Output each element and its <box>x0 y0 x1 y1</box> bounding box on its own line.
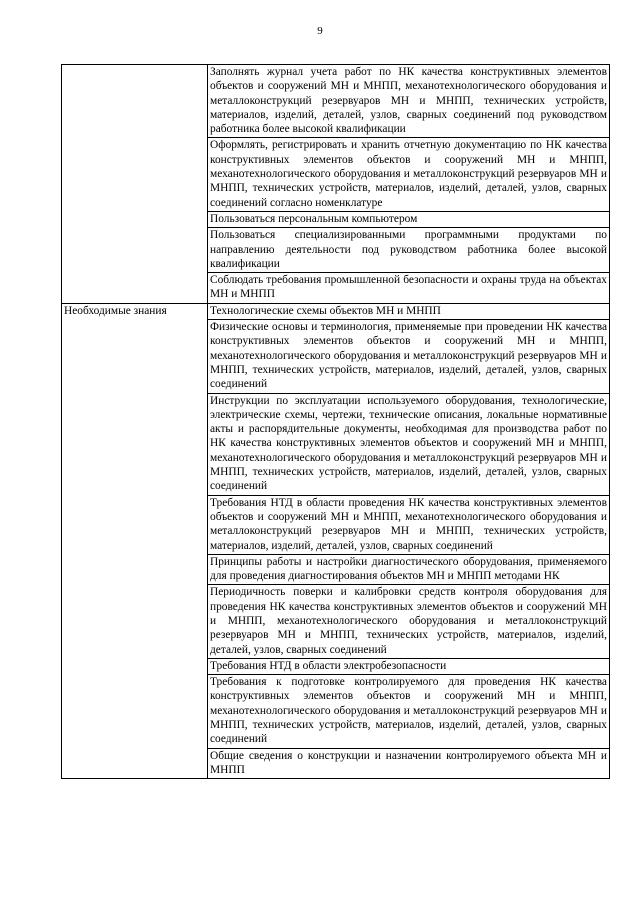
section-label-skills <box>62 65 208 304</box>
table-cell: Оформлять, регистрировать и хранить отчетную документацию по НК качества конструктивных элементов объектов и сооружений МН и МНПП, механотехнологического оборудования и металлоконструкций резервуаров МН и МНПП, технических устройств, материалов, изделий, деталей, узлов, сварных соединений согласно номенклатуре <box>208 138 610 211</box>
table-row <box>62 65 610 138</box>
table-cell: Периодичность поверки и калибровки средств контроля оборудования для проведения НК качества конструктивных элементов объектов и сооружений МН и МНПП, механотехнологического оборудования и металлоконструкций резервуаров МН и МНПП, технических устройств, материалов, изделий, деталей, узлов, сварных соединений <box>208 585 610 658</box>
table-cell: Пользоваться персональным компьютером <box>208 211 610 227</box>
table-cell: Физические основы и терминология, применяемые при проведении НК качества конструктивных элементов объектов и сооружений МН и МНПП, механотехнологического оборудования и металлоконструкций резервуаров МН и МНПП, технических устройств, материалов, изделий, деталей, узлов, сварных соединений <box>208 320 610 393</box>
table-cell: Соблюдать требования промышленной безопасности и охраны труда на объектах МН и МНПП <box>208 273 610 304</box>
table-cell: Инструкции по эксплуатации используемого оборудования, технологические, электрические схемы, чертежи, технические описания, локальные нормативные акты и распорядительные документы, необходимая для производства работ по НК качества конструктивных элементов объектов и сооружений МН и МНПП, механотехнологического оборудования и металлоконструкций резервуаров МН и МНПП, технических устройств, материалов, изделий, деталей, узлов, сварных соединений <box>208 393 610 495</box>
table-cell: Заполнять журнал учета работ по НК качества конструктивных элементов объектов и сооружений МН и МНПП, механотехнологического оборудования и металлоконструкций резервуаров МН и МНПП, технических устройств, материалов, изделий, деталей, узлов, сварных соединений под руководством работника более высокой квалификации <box>208 65 610 138</box>
table-cell: Требования НТД в области электробезопасности <box>208 658 610 674</box>
requirements-table <box>61 64 610 779</box>
table-cell: Общие сведения о конструкции и назначении контролируемого объекта МН и МНПП <box>208 748 610 779</box>
section-label-knowledge: Необходимые знания <box>62 303 208 779</box>
table-cell: Требования НТД в области проведения НК качества конструктивных элементов объектов и сооружений МН и МНПП, механотехнологического оборудования и металлоконструкций резервуаров МН и МНПП, технических устройств, материалов, изделий, деталей, узлов, сварных соединений <box>208 495 610 554</box>
table-row <box>62 303 610 319</box>
table-cell: Пользоваться специализированными программными продуктами по направлению деятельности под руководством работника более высокой квалификации <box>208 228 610 273</box>
table-cell: Требования к подготовке контролируемого для проведения НК качества конструктивных элементов объектов и сооружений МН и МНПП, механотехнологического оборудования и металлоконструкций резервуаров МН и МНПП, технических устройств, материалов, изделий, деталей, узлов, сварных соединений <box>208 675 610 748</box>
page-number: 9 <box>317 25 323 37</box>
table-cell: Принципы работы и настройки диагностического оборудования, применяемого для проведения диагностирования объектов МН и МНПП методами НК <box>208 554 610 585</box>
table-cell: Технологические схемы объектов МН и МНПП <box>208 303 610 319</box>
